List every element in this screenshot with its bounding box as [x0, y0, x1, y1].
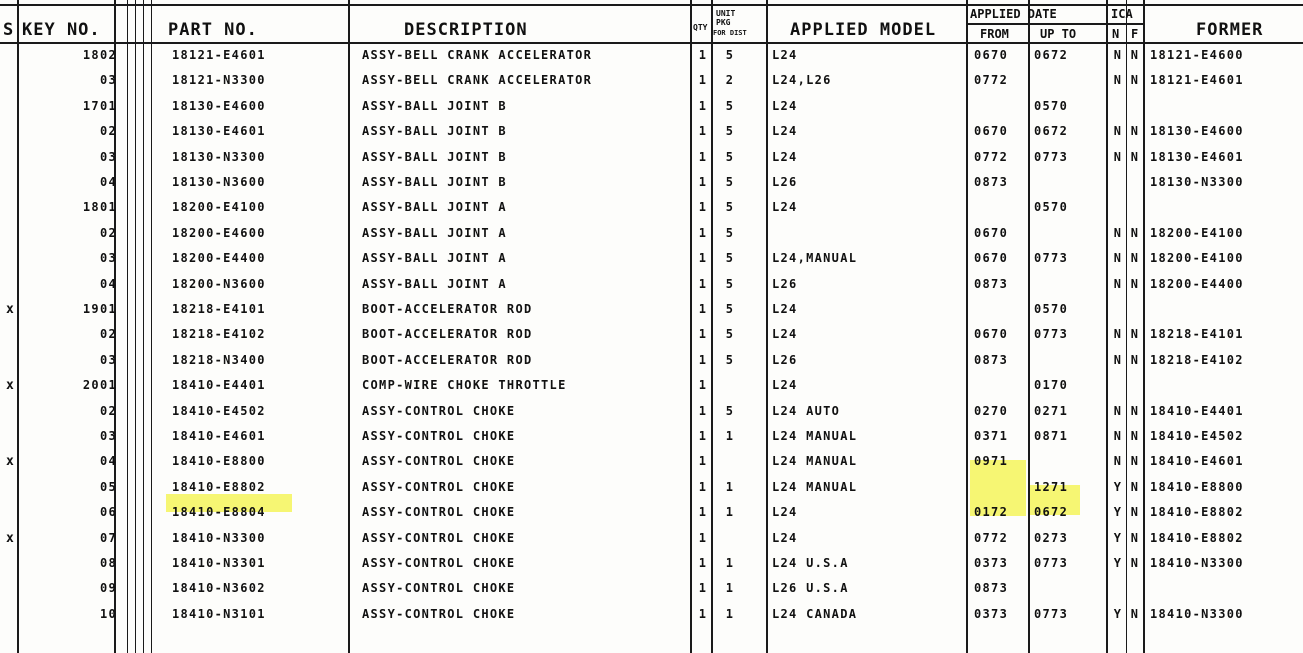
header-ica: ICA [1111, 7, 1133, 21]
ica-f-cell: N [1130, 225, 1140, 240]
table-row [0, 70, 1303, 95]
ica-n-cell: Y [1113, 606, 1123, 621]
part-no-cell: 18410-E8804 [172, 505, 266, 520]
former-part-cell: 18121-E4601 [1150, 73, 1244, 88]
key-no-cell: 06 [99, 505, 117, 520]
key-no-cell: 03 [99, 251, 117, 266]
applied-from-cell: 0670 [974, 225, 1009, 240]
applied-from-cell: 0670 [974, 251, 1009, 266]
qty-cell: 1 [698, 530, 708, 545]
applied-up-to-cell: 0773 [1034, 149, 1069, 164]
table-row [0, 426, 1303, 451]
ica-f-cell: N [1130, 327, 1140, 342]
applied-from-cell: 0373 [974, 606, 1009, 621]
part-no-cell: 18410-N3300 [172, 530, 266, 545]
header-description: DESCRIPTION [404, 20, 528, 40]
applied-model-cell: L24 [772, 98, 798, 113]
table-row [0, 375, 1303, 400]
applied-up-to-cell: 0871 [1034, 429, 1069, 443]
applied-model-cell: L26 U.S.A [772, 581, 849, 596]
applied-model-cell: L24 MANUAL [772, 454, 858, 469]
former-part-cell: 18130-N3300 [1150, 175, 1244, 189]
applied-from-cell: 0670 [974, 327, 1009, 342]
applied-from-cell: 0670 [974, 124, 1009, 139]
ica-f-cell: N [1130, 352, 1140, 367]
description-cell: ASSY-BELL CRANK ACCELERATOR [362, 73, 593, 88]
part-no-cell: 18130-E4601 [172, 124, 266, 139]
applied-model-cell: L24 [772, 505, 798, 520]
unit-pkg-cell: 5 [725, 251, 735, 266]
applied-from-cell: 0670 [974, 48, 1009, 62]
ica-n-cell: Y [1113, 505, 1123, 520]
ica-f-cell: N [1130, 505, 1140, 520]
unit-pkg-cell: 5 [725, 225, 735, 240]
key-no-cell: 1802 [82, 48, 117, 62]
header-pkg: PKG [716, 18, 731, 27]
applied-model-cell: L24 AUTO [772, 403, 841, 418]
applied-from-cell: 0172 [974, 505, 1009, 520]
applied-up-to-cell: 0773 [1034, 556, 1069, 570]
applied-from-cell: 0373 [974, 556, 1009, 570]
description-cell: ASSY-CONTROL CHOKE [362, 581, 516, 596]
applied-model-cell: L24 [772, 327, 798, 342]
part-no-cell: 18410-E8802 [172, 479, 266, 494]
table-row [0, 197, 1303, 222]
description-cell: ASSY-BALL JOINT A [362, 200, 507, 215]
applied-from-cell: 0772 [974, 73, 1009, 88]
key-no-cell: 1701 [82, 98, 117, 113]
qty-cell: 1 [698, 149, 708, 164]
header-top-rule [0, 4, 1303, 6]
description-cell: COMP-WIRE CHOKE THROTTLE [362, 378, 567, 393]
key-no-cell: 1801 [82, 200, 117, 215]
header-from: FROM [980, 27, 1009, 41]
applied-from-cell: 0873 [974, 276, 1009, 291]
key-no-cell: 03 [99, 149, 117, 164]
key-no-cell: 02 [99, 225, 117, 240]
key-no-cell: 07 [99, 530, 117, 545]
applied-model-cell: L24 [772, 302, 798, 316]
applied-model-cell: L24 [772, 48, 798, 62]
ica-n-cell: N [1113, 48, 1123, 62]
qty-cell: 1 [698, 505, 708, 520]
former-part-cell: 18121-E4600 [1150, 48, 1244, 62]
applied-up-to-cell: 1271 [1034, 479, 1069, 494]
ica-n-cell: N [1113, 276, 1123, 291]
applied-up-to-cell: 0570 [1034, 302, 1069, 316]
unit-pkg-cell: 1 [725, 556, 735, 570]
applied-model-cell: L24 [772, 530, 798, 545]
key-no-cell: 03 [99, 429, 117, 443]
table-row [0, 324, 1303, 349]
unit-pkg-cell: 5 [725, 327, 735, 342]
qty-cell: 1 [698, 378, 708, 393]
ica-f-cell: N [1130, 403, 1140, 418]
applied-from-cell: 0772 [974, 530, 1009, 545]
table-row [0, 528, 1303, 553]
applied-model-cell: L24 MANUAL [772, 429, 858, 443]
header-bottom-rule [0, 42, 1303, 44]
key-no-cell: 05 [99, 479, 117, 494]
qty-cell: 1 [698, 454, 708, 469]
header-applied-model: APPLIED MODEL [790, 20, 937, 40]
qty-cell: 1 [698, 48, 708, 62]
key-no-cell: 03 [99, 73, 117, 88]
part-no-cell: 18130-N3600 [172, 175, 266, 189]
part-no-cell: 18200-E4600 [172, 225, 266, 240]
table-row [0, 223, 1303, 248]
description-cell: ASSY-CONTROL CHOKE [362, 454, 516, 469]
unit-pkg-cell: 5 [725, 48, 735, 62]
header-unit: UNIT [716, 9, 736, 18]
ica-f-cell: N [1130, 556, 1140, 570]
ica-n-cell: Y [1113, 479, 1123, 494]
part-no-cell: 18130-N3300 [172, 149, 266, 164]
ica-n-cell: N [1113, 429, 1123, 443]
header-ica-f: F [1131, 27, 1139, 41]
applied-model-cell: L24 MANUAL [772, 479, 858, 494]
table-row [0, 121, 1303, 146]
qty-cell: 1 [698, 225, 708, 240]
qty-cell: 1 [698, 606, 708, 621]
ica-n-cell: N [1113, 454, 1123, 469]
qty-cell: 1 [698, 276, 708, 291]
former-part-cell: 18410-E4601 [1150, 454, 1244, 469]
former-part-cell: 18410-E4502 [1150, 429, 1244, 443]
description-cell: ASSY-CONTROL CHOKE [362, 429, 516, 443]
table-row [0, 553, 1303, 578]
header-former: FORMER [1196, 20, 1264, 40]
key-no-cell: 04 [99, 276, 117, 291]
former-part-cell: 18410-E4401 [1150, 403, 1244, 418]
part-no-cell: 18218-E4101 [172, 302, 266, 316]
ica-f-cell: N [1130, 149, 1140, 164]
description-cell: ASSY-CONTROL CHOKE [362, 556, 516, 570]
former-part-cell: 18130-E4600 [1150, 124, 1244, 139]
table-row [0, 147, 1303, 172]
qty-cell: 1 [698, 429, 708, 443]
unit-pkg-cell: 5 [725, 149, 735, 164]
applied-model-cell: L24 [772, 149, 798, 164]
ica-f-cell: N [1130, 479, 1140, 494]
description-cell: ASSY-BALL JOINT B [362, 175, 507, 189]
unit-pkg-cell: 5 [725, 302, 735, 316]
key-no-cell: 03 [99, 352, 117, 367]
table-row [0, 248, 1303, 273]
key-no-cell: 09 [99, 581, 117, 596]
qty-cell: 1 [698, 175, 708, 189]
key-no-cell: 04 [99, 454, 117, 469]
applied-model-cell: L24 U.S.A [772, 556, 849, 570]
ica-n-cell: N [1113, 403, 1123, 418]
qty-cell: 1 [698, 302, 708, 316]
description-cell: BOOT-ACCELERATOR ROD [362, 327, 533, 342]
part-no-cell: 18121-N3300 [172, 73, 266, 88]
table-row [0, 299, 1303, 324]
unit-pkg-cell: 1 [725, 479, 735, 494]
description-cell: ASSY-CONTROL CHOKE [362, 479, 516, 494]
description-cell: BOOT-ACCELERATOR ROD [362, 302, 533, 316]
applied-up-to-cell: 0570 [1034, 98, 1069, 113]
unit-pkg-cell: 2 [725, 73, 735, 88]
ica-f-cell: N [1130, 530, 1140, 545]
header-ica-n: N [1112, 27, 1120, 41]
unit-pkg-cell: 5 [725, 403, 735, 418]
applied-model-cell: L24 CANADA [772, 606, 858, 621]
table-row [0, 578, 1303, 603]
part-no-cell: 18121-E4601 [172, 48, 266, 62]
key-no-cell: 10 [99, 606, 117, 621]
status-mark: x [6, 454, 16, 470]
applied-from-cell: 0971 [974, 454, 1009, 469]
description-cell: ASSY-BALL JOINT A [362, 251, 507, 266]
qty-cell: 1 [698, 327, 708, 342]
unit-pkg-cell: 5 [725, 352, 735, 367]
qty-cell: 1 [698, 556, 708, 570]
ica-n-cell: N [1113, 124, 1123, 139]
description-cell: BOOT-ACCELERATOR ROD [362, 352, 533, 367]
applied-up-to-cell: 0170 [1034, 378, 1069, 393]
key-no-cell: 2001 [82, 378, 117, 393]
applied-up-to-cell: 0773 [1034, 327, 1069, 342]
applied-model-cell: L26 [772, 276, 798, 291]
description-cell: ASSY-BALL JOINT B [362, 98, 507, 113]
key-no-cell: 08 [99, 556, 117, 570]
header-for-dist: FOR DIST [713, 29, 747, 37]
applied-from-cell: 0772 [974, 149, 1009, 164]
table-row [0, 274, 1303, 299]
ica-f-cell: N [1130, 124, 1140, 139]
qty-cell: 1 [698, 200, 708, 215]
header-applied-date: APPLIED DATE [970, 7, 1057, 21]
header-qty: QTY [693, 23, 708, 32]
part-no-cell: 18410-E4502 [172, 403, 266, 418]
part-no-cell: 18410-N3101 [172, 606, 266, 621]
applied-model-cell: L24,MANUAL [772, 251, 858, 266]
part-no-cell: 18200-N3600 [172, 276, 266, 291]
table-row [0, 350, 1303, 375]
ica-n-cell: N [1113, 73, 1123, 88]
former-part-cell: 18410-N3300 [1150, 556, 1244, 570]
qty-cell: 1 [698, 124, 708, 139]
unit-pkg-cell: 5 [725, 276, 735, 291]
ica-f-cell: N [1130, 251, 1140, 266]
ica-f-cell: N [1130, 454, 1140, 469]
unit-pkg-cell: 1 [725, 581, 735, 596]
description-cell: ASSY-CONTROL CHOKE [362, 606, 516, 621]
unit-pkg-cell: 1 [725, 505, 735, 520]
applied-from-cell: 0371 [974, 429, 1009, 443]
part-no-cell: 18410-E8800 [172, 454, 266, 469]
ica-f-cell: N [1130, 429, 1140, 443]
header-key-no: KEY NO. [22, 20, 101, 40]
part-no-cell: 18200-E4400 [172, 251, 266, 266]
former-part-cell: 18200-E4100 [1150, 251, 1244, 266]
ica-n-cell: N [1113, 352, 1123, 367]
part-no-cell: 18410-N3301 [172, 556, 266, 570]
applied-model-cell: L24 [772, 124, 798, 139]
description-cell: ASSY-CONTROL CHOKE [362, 403, 516, 418]
status-mark: x [6, 302, 16, 317]
table-row [0, 604, 1303, 629]
key-no-cell: 02 [99, 327, 117, 342]
unit-pkg-cell: 5 [725, 98, 735, 113]
qty-cell: 1 [698, 251, 708, 266]
ica-n-cell: N [1113, 251, 1123, 266]
qty-cell: 1 [698, 352, 708, 367]
part-no-cell: 18218-E4102 [172, 327, 266, 342]
ica-n-cell: Y [1113, 556, 1123, 570]
table-row [0, 45, 1303, 70]
description-cell: ASSY-BALL JOINT A [362, 225, 507, 240]
key-no-cell: 1901 [82, 302, 117, 316]
unit-pkg-cell: 5 [725, 124, 735, 139]
status-mark: x [6, 378, 16, 394]
description-cell: ASSY-BELL CRANK ACCELERATOR [362, 48, 593, 62]
applied-from-cell: 0873 [974, 581, 1009, 596]
part-no-cell: 18410-N3602 [172, 581, 266, 596]
table-row [0, 502, 1303, 527]
qty-cell: 1 [698, 98, 708, 113]
applied-from-cell: 0270 [974, 403, 1009, 418]
ica-n-cell: Y [1113, 530, 1123, 545]
ica-f-cell: N [1130, 48, 1140, 62]
applied-up-to-cell: 0773 [1034, 251, 1069, 266]
unit-pkg-cell: 5 [725, 175, 735, 189]
unit-pkg-cell: 1 [725, 429, 735, 443]
former-part-cell: 18200-E4400 [1150, 276, 1244, 291]
header-part-no: PART NO. [168, 20, 258, 40]
applied-model-cell: L24 [772, 378, 798, 393]
description-cell: ASSY-BALL JOINT A [362, 276, 507, 291]
unit-pkg-cell: 5 [725, 200, 735, 215]
description-cell: ASSY-CONTROL CHOKE [362, 505, 516, 520]
former-part-cell: 18410-E8800 [1150, 479, 1244, 494]
ica-n-cell: N [1113, 149, 1123, 164]
unit-pkg-cell: 1 [725, 606, 735, 621]
ica-n-cell: N [1113, 327, 1123, 342]
description-cell: ASSY-CONTROL CHOKE [362, 530, 516, 545]
applied-up-to-cell: 0273 [1034, 530, 1069, 545]
table-row [0, 477, 1303, 502]
table-row [0, 172, 1303, 197]
applied-date-divider [966, 23, 1143, 25]
former-part-cell: 18410-N3300 [1150, 606, 1244, 621]
qty-cell: 1 [698, 581, 708, 596]
description-cell: ASSY-BALL JOINT B [362, 124, 507, 139]
key-no-cell: 02 [99, 124, 117, 139]
ica-n-cell: N [1113, 225, 1123, 240]
applied-up-to-cell: 0570 [1034, 200, 1069, 215]
applied-from-cell: 0873 [974, 175, 1009, 189]
ica-f-cell: N [1130, 606, 1140, 621]
ica-f-cell: N [1130, 73, 1140, 88]
applied-model-cell: L24 [772, 200, 798, 215]
former-part-cell: 18218-E4101 [1150, 327, 1244, 342]
former-part-cell: 18410-E8802 [1150, 530, 1244, 545]
applied-model-cell: L26 [772, 352, 798, 367]
part-no-cell: 18130-E4600 [172, 98, 266, 113]
table-row [0, 451, 1303, 476]
part-no-cell: 18410-E4601 [172, 429, 266, 443]
former-part-cell: 18218-E4102 [1150, 352, 1244, 367]
applied-up-to-cell: 0271 [1034, 403, 1069, 418]
former-part-cell: 18200-E4100 [1150, 225, 1244, 240]
key-no-cell: 04 [99, 175, 117, 189]
applied-from-cell: 0873 [974, 352, 1009, 367]
applied-up-to-cell: 0672 [1034, 48, 1069, 62]
key-no-cell: 02 [99, 403, 117, 418]
ica-f-cell: N [1130, 276, 1140, 291]
applied-up-to-cell: 0672 [1034, 505, 1069, 520]
part-no-cell: 18410-E4401 [172, 378, 266, 393]
description-cell: ASSY-BALL JOINT B [362, 149, 507, 164]
table-row [0, 401, 1303, 426]
former-part-cell: 18130-E4601 [1150, 149, 1244, 164]
former-part-cell: 18410-E8802 [1150, 505, 1244, 520]
applied-model-cell: L26 [772, 175, 798, 189]
qty-cell: 1 [698, 403, 708, 418]
part-no-cell: 18200-E4100 [172, 200, 266, 215]
qty-cell: 1 [698, 479, 708, 494]
header-s: S [3, 20, 15, 40]
applied-model-cell: L24,L26 [772, 73, 832, 88]
applied-up-to-cell: 0773 [1034, 606, 1069, 621]
status-mark: x [6, 530, 16, 546]
header-up-to: UP TO [1040, 27, 1077, 41]
part-no-cell: 18218-N3400 [172, 352, 266, 367]
qty-cell: 1 [698, 73, 708, 88]
applied-up-to-cell: 0672 [1034, 124, 1069, 139]
table-row [0, 96, 1303, 121]
